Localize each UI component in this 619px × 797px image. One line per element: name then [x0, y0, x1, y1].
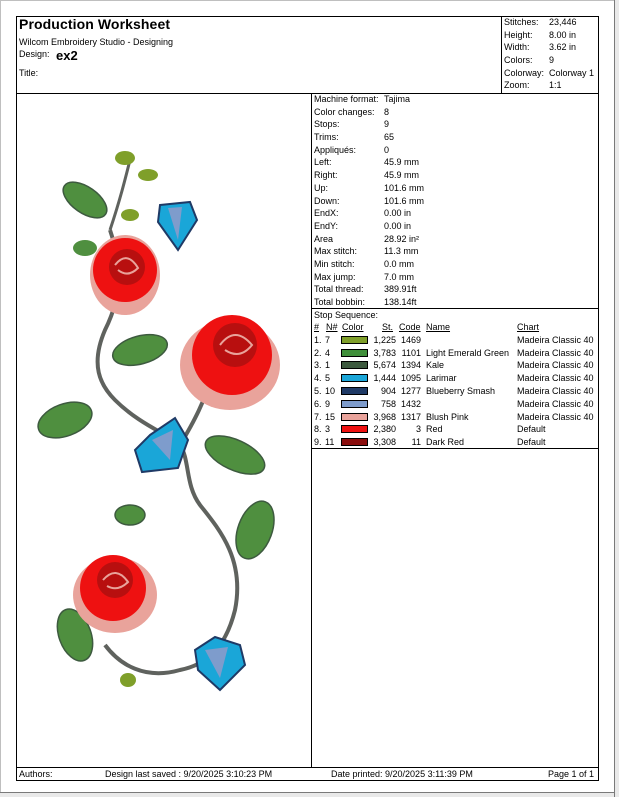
leaf-shape [115, 505, 145, 525]
stop-num: 8. [314, 424, 322, 435]
col-color: Color [342, 322, 364, 332]
color-swatch [341, 336, 368, 344]
stop-st: 2,380 [373, 424, 396, 435]
info-label: Left: [314, 157, 332, 168]
info-label: Stops: [314, 119, 340, 130]
stop-code: 1095 [400, 373, 421, 384]
stop-chart: Default [517, 424, 546, 435]
stop-n: 4 [325, 347, 331, 358]
leaf-shape [229, 496, 281, 564]
info-value: 8 [384, 106, 390, 117]
stop-row [313, 347, 600, 360]
info-row [314, 93, 599, 106]
info-value: 45.9 mm [384, 157, 420, 168]
info-label: Appliqués: [314, 144, 357, 155]
summary-value: 3.62 in [549, 42, 577, 53]
summary-label: Zoom: [504, 80, 530, 91]
info-value: 28.92 in² [384, 233, 420, 244]
info-label: Up: [314, 182, 329, 193]
stop-chart: Madeira Classic 40 [517, 334, 594, 345]
stop-code: 1432 [400, 398, 421, 409]
color-swatch [341, 374, 368, 382]
info-label: Total thread: [314, 284, 364, 295]
stop-row [313, 423, 600, 436]
stop-num: 5. [314, 385, 322, 396]
worksheet-title: Production Worksheet [19, 16, 171, 32]
stop-sequence-title: Stop Sequence: [314, 310, 379, 320]
summary-label: Stitches: [504, 17, 539, 27]
summary-row [504, 79, 599, 92]
stop-n: 11 [325, 437, 335, 448]
stop-code: 1317 [400, 411, 421, 422]
stop-n: 7 [325, 334, 331, 345]
summary-label: Colorway: [504, 67, 545, 78]
stop-chart: Madeira Classic 40 [517, 360, 594, 371]
stop-row [313, 411, 600, 424]
info-value: 0.00 in [384, 208, 412, 219]
info-label: Color changes: [314, 106, 375, 117]
stop-name: Red [426, 424, 443, 435]
info-row [314, 233, 599, 246]
stop-chart: Madeira Classic 40 [517, 398, 594, 409]
info-value: 65 [384, 132, 395, 143]
stop-st: 904 [380, 385, 396, 396]
stop-row [313, 385, 600, 398]
color-swatch [341, 425, 368, 433]
info-value: Tajima [384, 94, 411, 104]
machine-info-panel [314, 93, 599, 309]
software-name: Wilcom Embroidery Studio - Designing [19, 37, 174, 47]
color-swatch [341, 438, 368, 446]
stop-n: 15 [325, 411, 336, 422]
footer-page-number: Page 1 of 1 [548, 769, 595, 779]
info-row [314, 118, 599, 131]
stop-name: Blush Pink [426, 411, 469, 422]
leaf-shape [200, 428, 271, 482]
leaf-shape [120, 673, 136, 687]
info-row [314, 245, 599, 258]
stop-table-header [313, 321, 600, 334]
stop-code: 1469 [400, 334, 421, 345]
stop-code: 1394 [400, 360, 421, 371]
summary-label: Width: [504, 42, 530, 53]
footer-date-printed: Date printed: 9/20/2025 3:11:39 PM [331, 769, 473, 779]
diamond-bottom [195, 637, 245, 690]
info-label: EndY: [314, 220, 339, 231]
info-row [314, 283, 599, 296]
stop-st: 758 [380, 398, 396, 409]
info-value: 0.0 mm [384, 258, 415, 269]
stop-code: 1277 [400, 385, 421, 396]
summary-row [504, 29, 599, 42]
rose-middle [180, 315, 280, 410]
info-row [314, 182, 599, 195]
summary-value: Colorway 1 [549, 67, 595, 78]
color-swatch [341, 349, 368, 357]
info-label: Max stitch: [314, 246, 358, 257]
leaf-shape [73, 240, 97, 256]
info-value: 45.9 mm [384, 170, 420, 181]
info-row [314, 106, 599, 119]
summary-value: 8.00 in [549, 29, 577, 40]
page-edge-left [0, 0, 1, 797]
stop-code: 3 [415, 424, 421, 435]
info-row [314, 131, 599, 144]
stop-row [313, 334, 600, 347]
stop-n: 1 [325, 360, 331, 371]
stop-chart: Madeira Classic 40 [517, 411, 594, 422]
stop-num: 7. [314, 411, 322, 422]
stop-name: Light Emerald Green [426, 347, 510, 358]
stop-name: Blueberry Smash [426, 385, 496, 396]
design-name: ex2 [56, 48, 78, 63]
rose-top [90, 235, 160, 315]
info-row [314, 195, 599, 208]
info-row [314, 207, 599, 220]
stop-num: 4. [314, 373, 322, 384]
stop-name: Larimar [426, 373, 457, 384]
stop-st: 5,674 [373, 360, 396, 371]
summary-label: Colors: [504, 55, 533, 66]
summary-row [504, 16, 599, 29]
info-label: Total bobbin: [314, 297, 366, 307]
info-label: Trims: [314, 132, 339, 143]
stop-n: 5 [325, 373, 331, 384]
color-swatch [341, 400, 368, 408]
col-n: N# [326, 322, 338, 332]
summary-value: 23,446 [549, 17, 577, 27]
info-row [314, 169, 599, 182]
info-row [314, 220, 599, 233]
info-value: 0.00 in [384, 220, 412, 231]
summary-row [504, 67, 599, 80]
info-label: Machine format: [314, 94, 379, 104]
stop-code: 11 [411, 437, 421, 448]
info-row [314, 156, 599, 169]
diamond-top [158, 202, 197, 250]
summary-panel [504, 16, 599, 92]
color-swatch [341, 413, 368, 421]
stop-row [313, 398, 600, 411]
design-label: Design: [19, 49, 50, 59]
leaf-shape [115, 151, 135, 165]
stop-num: 3. [314, 360, 322, 371]
summary-row [504, 41, 599, 54]
stop-chart: Madeira Classic 40 [517, 385, 594, 396]
col-chart: Chart [517, 322, 540, 332]
info-label: EndX: [314, 208, 339, 219]
info-value: 11.3 mm [384, 246, 419, 257]
stop-st: 3,968 [373, 411, 396, 422]
info-value: 101.6 mm [384, 182, 425, 193]
stop-st: 1,444 [373, 373, 396, 384]
stop-row [313, 436, 600, 449]
stop-n: 9 [325, 398, 331, 409]
col-code: Code [399, 322, 421, 332]
stop-name: Kale [426, 360, 445, 371]
leaf-shape [109, 329, 170, 371]
info-label: Max jump: [314, 271, 356, 282]
stop-n: 3 [325, 424, 331, 435]
info-label: Area [314, 233, 334, 244]
stop-num: 2. [314, 347, 322, 358]
color-swatch [341, 361, 368, 369]
footer-last-saved: Design last saved : 9/20/2025 3:10:23 PM [105, 769, 273, 779]
info-row [314, 258, 599, 271]
info-label: Down: [314, 195, 340, 206]
page-edge-top [0, 0, 619, 1]
stop-row [313, 359, 600, 372]
info-value: 389.91ft [384, 284, 417, 295]
summary-label: Height: [504, 29, 533, 40]
info-value: 101.6 mm [384, 195, 425, 206]
info-value: 0 [384, 144, 390, 155]
footer-divider [16, 767, 599, 768]
leaf-shape [57, 175, 113, 225]
stop-row [313, 372, 600, 385]
stop-chart: Madeira Classic 40 [517, 373, 594, 384]
color-swatch [341, 387, 368, 395]
stop-code: 1101 [401, 347, 421, 358]
info-value: 9 [384, 119, 390, 130]
summary-value: 9 [549, 55, 555, 66]
col-name: Name [426, 322, 451, 332]
stop-chart: Default [517, 437, 546, 448]
footer-authors: Authors: [19, 769, 53, 779]
stop-num: 6. [314, 398, 322, 409]
stop-num: 9. [314, 437, 322, 448]
stop-chart: Madeira Classic 40 [517, 347, 594, 358]
preview-divider [311, 93, 312, 767]
diamond-middle [135, 418, 188, 472]
leaf-shape [33, 395, 97, 444]
info-label: Right: [314, 170, 338, 181]
summary-row [504, 54, 599, 67]
col-st: St. [382, 322, 394, 332]
title-label: Title: [19, 68, 39, 78]
info-label: Min stitch: [314, 258, 355, 269]
leaf-shape [138, 169, 158, 181]
stop-st: 3,783 [373, 347, 396, 358]
stop-st: 1,225 [373, 334, 396, 345]
info-row [314, 271, 599, 284]
info-row [314, 144, 599, 157]
info-value: 138.14ft [384, 297, 417, 307]
page-shadow-bottom [0, 792, 614, 797]
design-preview [30, 140, 290, 700]
summary-value: 1:1 [549, 80, 562, 91]
stop-name: Dark Red [426, 437, 465, 448]
col-num: # [314, 322, 320, 332]
stop-n: 10 [325, 385, 336, 396]
stop-sequence-table [313, 321, 600, 449]
stop-st: 3,308 [373, 437, 396, 448]
rose-bottom [73, 555, 157, 633]
page-shadow-right [614, 0, 619, 797]
stop-num: 1. [314, 334, 322, 345]
summary-divider [501, 16, 502, 94]
info-value: 7.0 mm [384, 271, 415, 282]
info-row [314, 296, 599, 309]
leaf-shape [121, 209, 139, 221]
